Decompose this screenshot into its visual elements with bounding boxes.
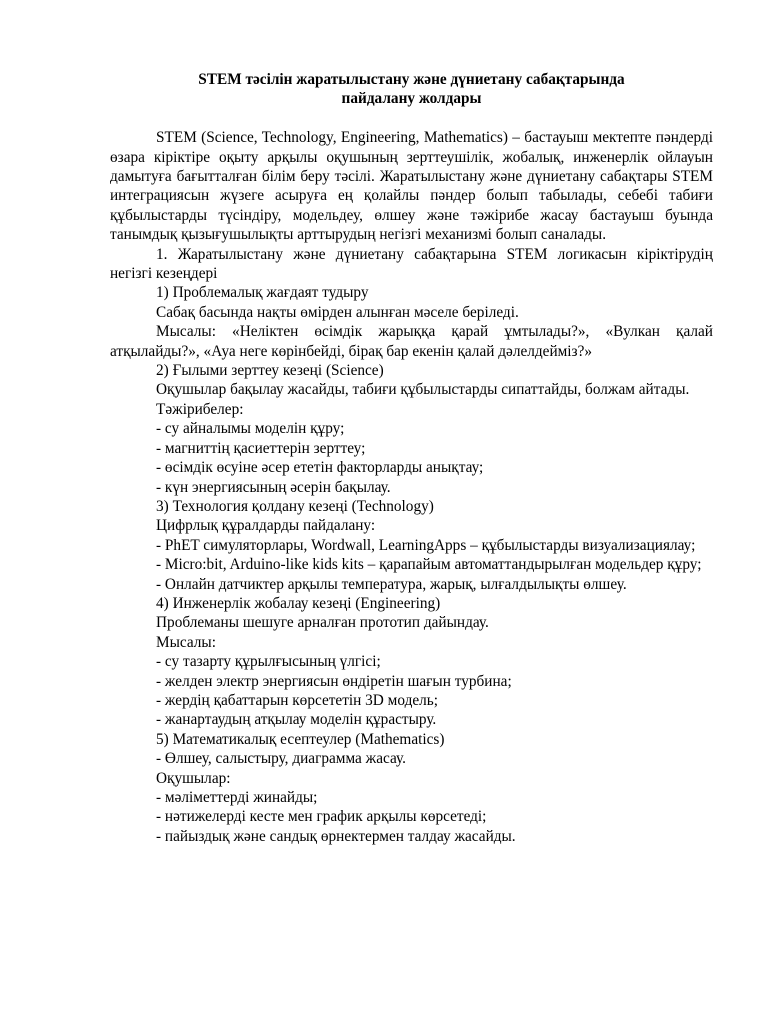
list-item: - күн энергиясының әсерін бақылау. xyxy=(156,478,391,496)
list-item: - жанартаудың атқылау моделін құрастыру. xyxy=(156,711,437,729)
stage2-text: Оқушылар бақылау жасайды, табиғи құбылыстарды сипаттайды, болжам айтады. xyxy=(156,381,690,399)
stage3-heading: 3) Технология қолдану кезеңі (Technology) xyxy=(156,497,434,515)
list-item: - пайыздық және сандық өрнектермен талдау жасайды. xyxy=(156,827,516,845)
stage1-text: Сабақ басында нақты өмірден алынған мәселе беріледі. xyxy=(156,303,519,321)
document-page xyxy=(110,70,713,846)
stage1-heading: 1) Проблемалық жағдаят тудыру xyxy=(156,284,369,302)
stage4-list-label: Мысалы: xyxy=(156,633,216,651)
stage1-example: Мысалы: «Неліктен өсімдік жарыққа қарай ұмтылады?», «Вулкан қалай атқылайды?», «Ауа неге көрінбейді, бірақ бар екенін қалай дәлелдейміз?» xyxy=(110,323,713,360)
list-item: - су тазарту құрылғысының үлгісі; xyxy=(156,653,381,671)
title-line-2: пайдалану жолдары xyxy=(341,90,482,108)
stage4-text: Проблеманы шешуге арналған прототип дайындау. xyxy=(156,614,489,632)
list-item: - өсімдік өсуіне әсер ететін факторларды анықтау; xyxy=(156,459,484,477)
stage5-list-label: Оқушылар: xyxy=(156,769,231,787)
list-item: - нәтижелерді кесте мен график арқылы көрсетеді; xyxy=(156,808,487,826)
stage5-text: - Өлшеу, салыстыру, диаграмма жасау. xyxy=(156,750,406,768)
stage2-heading: 2) Ғылыми зерттеу кезеңі (Science) xyxy=(156,362,384,380)
list-item: - су айналымы моделін құру; xyxy=(156,420,345,438)
list-item: - Micro:bit, Arduino-like kids kits – қарапайым автоматтандырылған модельдер құру; xyxy=(156,556,702,574)
stage5-heading: 5) Математикалық есептеулер (Mathematics) xyxy=(156,730,445,748)
list-item: - жердің қабаттарын көрсететін 3D модель; xyxy=(156,691,438,709)
stage4-heading: 4) Инженерлік жобалау кезеңі (Engineering) xyxy=(156,594,441,612)
title-line-1: STEM тәсілін жаратылыстану және дүниетану сабақтарында xyxy=(198,71,625,88)
list-item: - желден электр энергиясын өндіретін шағын турбина; xyxy=(156,672,512,690)
intro-paragraph: STEM (Science, Technology, Engineering, Mathematics) – бастауыш мектепте пәндерді өзара кіріктіре оқыту арқылы оқушының зерттеушілік, жобалық, инженерлік ойлауын дамытуға бағытталған білім беру тәсілі. Жаратылыстану және дүниетану сабақтары STEM интеграциясын жүзеге асыруға ең қолайлы пәндер болып табылады, себебі табиғи құбылыстарды түсіндіру, модельдеу, өлшеу және тәжірибе жасау бастауыш буында танымдық қызығушылықты арттырудың негізгі механизмі болып саналады. xyxy=(110,129,713,244)
stage3-text: Цифрлық құралдарды пайдалану: xyxy=(156,517,376,535)
list-item: - магниттің қасиеттерін зерттеу; xyxy=(156,439,366,457)
stage2-list-label: Тәжірибелер: xyxy=(156,400,244,418)
list-item: - PhET симуляторлары, Wordwall, LearningApps – құбылыстарды визуализациялау; xyxy=(156,536,696,554)
list-item: - Онлайн датчиктер арқылы температура, жарық, ылғалдылықты өлшеу. xyxy=(156,575,627,593)
section-heading: 1. Жаратылыстану және дүниетану сабақтарына STEM логикасын кіріктірудің негізгі кезеңдері xyxy=(110,245,713,283)
list-item: - мәліметтерді жинайды; xyxy=(156,789,318,807)
document-title xyxy=(110,70,713,109)
